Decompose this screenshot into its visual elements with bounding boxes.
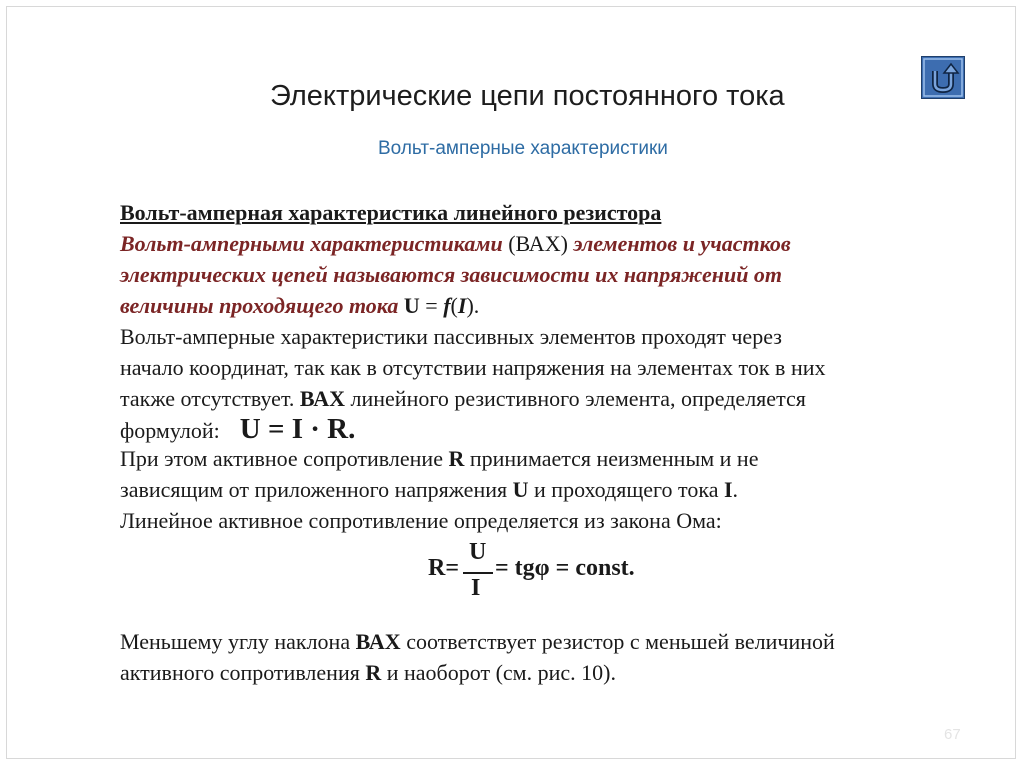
slope-paragraph <box>120 626 970 688</box>
definition-line: величины проходящего тока U = f(I). <box>120 293 480 318</box>
paragraph-line: При этом активное сопротивление R принимается неизменным и не <box>120 446 759 471</box>
paragraph-line: формулой: U = I · R. <box>120 413 356 445</box>
paragraph-line: Вольт-амперные характеристики пассивных элементов проходят через <box>120 324 782 349</box>
paragraph-line: активного сопротивления R и наоборот (см. рис. 10). <box>120 660 616 685</box>
formula-denominator: I <box>471 575 481 601</box>
paragraph-line: начало координат, так как в отсутствии напряжения на элементах ток в них <box>120 355 826 380</box>
formula-rhs: = tgφ = const. <box>495 555 635 581</box>
slide-subtitle: Вольт-амперные характеристики <box>378 138 668 159</box>
paragraph-line: Меньшему углу наклона ВАХ соответствует резистор с меньшей величиной <box>120 629 835 654</box>
explanation-paragraph <box>120 321 970 446</box>
section-heading: Вольт-амперная характеристика линейного резистора <box>120 200 662 225</box>
definition-line: электрических цепей называются зависимости их напряжений от <box>120 262 783 287</box>
resistance-paragraph <box>120 443 970 536</box>
formula-numerator: U <box>469 539 487 565</box>
u-turn-arrow-icon <box>922 57 964 98</box>
paragraph-line: зависящим от приложенного напряжения U и проходящего тока I. <box>120 477 739 502</box>
definition-paragraph <box>120 228 970 321</box>
paragraph-line: Линейное активное сопротивление определяется из закона Ома: <box>120 508 722 533</box>
ohm-formula: U = I · R. <box>239 413 356 445</box>
fraction-bar <box>463 572 493 574</box>
paragraph-line: также отсутствует. ВАХ линейного резистивного элемента, определяется <box>120 386 806 411</box>
definition-line: Вольт-амперными характеристиками (ВАХ) элементов и участков <box>120 231 791 256</box>
page-number: 67 <box>944 726 961 743</box>
formula-lhs: R= <box>428 555 460 581</box>
back-button[interactable] <box>921 56 965 99</box>
slide-title: Электрические цепи постоянного тока <box>270 80 785 112</box>
